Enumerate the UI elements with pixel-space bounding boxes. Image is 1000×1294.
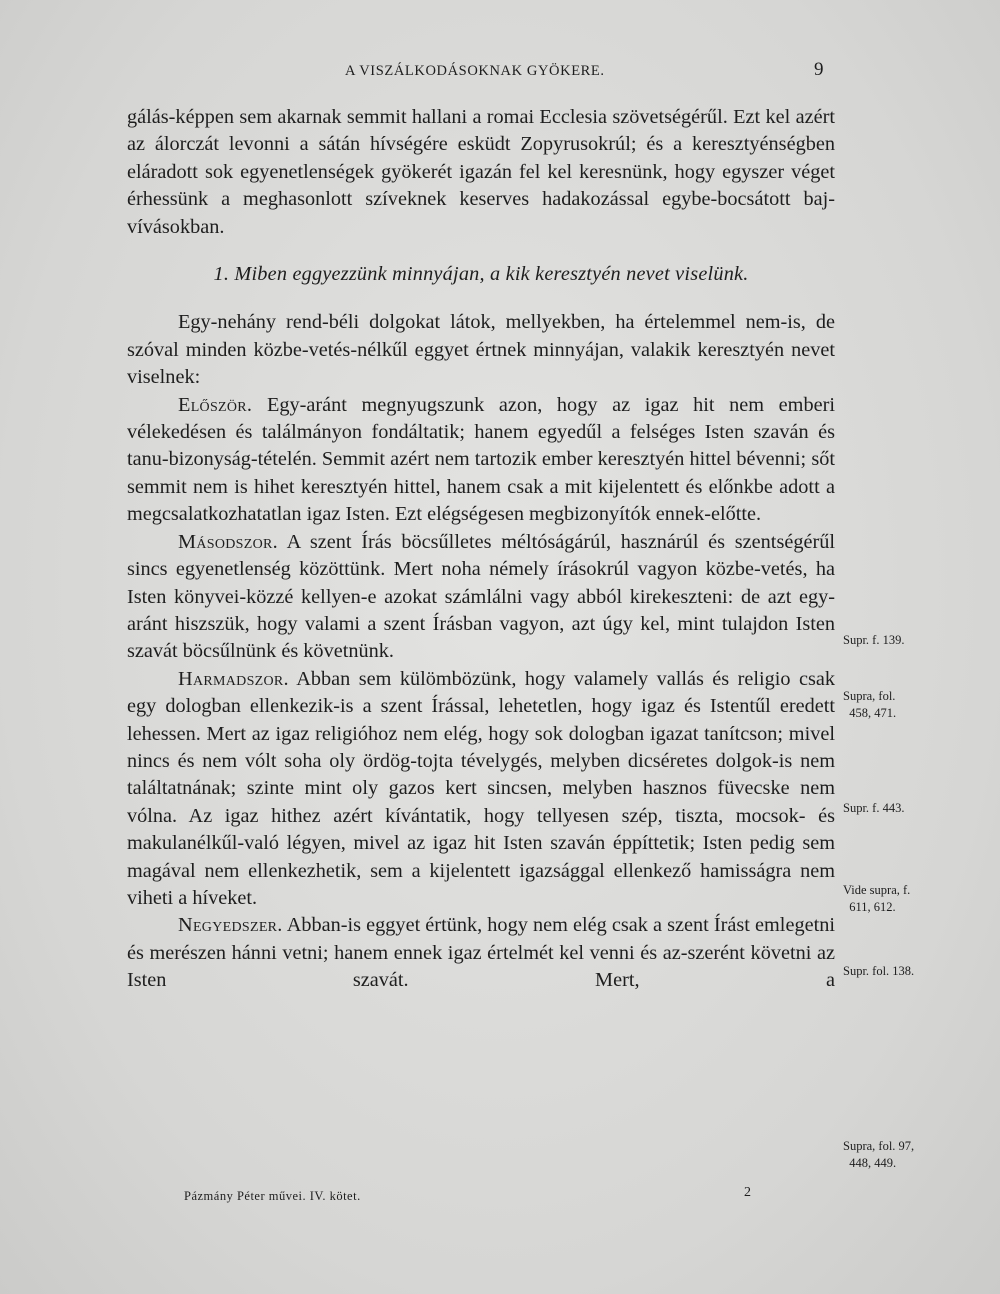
margin-note: Vide supra, f. 611, 612. [843,883,911,914]
body-text [127,104,835,995]
signature-mark: 2 [744,1185,751,1200]
footer-work-title: Pázmány Péter művei. IV. kötet. [184,1189,361,1203]
point-text: Abban-is eggyet értünk, hogy nem elég csak a szent Írást emlegetni és merészen hánni vetni; hanem ennek igaz értelmét kel venni és az-szerént követni az Isten szavát. Mert, a [127,914,835,992]
margin-note: Supra, fol. 458, 471. [843,689,897,720]
running-header [0,59,1000,83]
point-label: Először. [178,393,253,416]
running-title: A VISZÁLKODÁSOKNAK GYÖKERE. [345,63,605,79]
point-third [127,666,835,913]
margin-note: Supr. f. 443. [843,801,905,815]
point-text: Abban sem külömbözünk, hogy valamely vallás és religio csak egy dologban ellenkezik-is a szent Írással, lehetetlen, hogy igaz és Istentűl eredett lehessen. Mert az igaz religióhoz nem elég, hogy sok dologban igazat tanítcson; mivel nincs és nem vólt soha oly ördög-tojta tévelygés, melyben dicséretes dolgok-is nem találtatnának; szinte mint oly gazos kert sincsen, melyben hasznos füvecske nem vólna. Az igaz hithez azért kívántatik, hogy tellyesen szép, tiszta, mocsok- és makulanélkűl-való légyen, mivel az igaz hit Isten szaván éppíttetik; Isten pedig sem magával nem ellenkezhetik, sem a kijelentett igazsággal ellenkező hamisságra nem viheti a híveket. [127,667,836,909]
margin-note: Supr. fol. 138. [843,964,915,978]
point-text: Egy-aránt megnyugszunk azon, hogy az igaz hit nem emberi vélekedésen és találmányon fondáltatik; hanem egyedűl a felséges Isten szaván és tanu-bizonyság-tételén. Semmit azért nem tartozik ember keresztyén hittel bévenni; sőt semmit nem is hihet keresztyén hittel, hanem csak a mit kijelentett és előnkbe adott a megcsalatkozhatatlan igaz Isten. Ezt elégségesen megbizonyítók ennek-előtte. [127,393,835,526]
margin-note: Supra, fol. 97, 448, 449. [843,1139,915,1170]
point-second [127,529,835,666]
paragraph-intro: Egy-nehány rend-béli dolgokat látok, mellyekben, ha értelemmel nem-is, de szóval minden közbe-vetés-nélkűl eggyet értnek minnyájan, valakik keresztyén nevet viselnek: [127,311,835,389]
section-heading: 1. Miben eggyezzünk minnyájan, a kik keresztyén nevet viselünk. [213,263,749,286]
point-first [127,392,835,529]
margin-note: Supr. f. 139. [843,633,905,647]
intro-paragraph: gálás-képpen sem akarnak semmit hallani a romai Ecclesia szövetségérűl. Ezt kel azért az álorczát levonni a sátán hívségére esküdt Zopyrusokrúl; és a keresztyénségben eláradott sok egyenetlenségek gyökerét igazán fel kel keresnünk, hogy egyszer véget érhessünk a meghasonlott szíveknek keserves hadakozással egybe-bocsátott baj-vívásokban. [127,106,835,238]
point-label: Harmadszor. [178,667,289,690]
point-label: Másodszor. [178,530,279,553]
page-number: 9 [814,59,824,80]
point-fourth [127,912,835,994]
point-label: Negyedszer. [178,914,283,937]
point-text: A szent Írás böcsűlletes méltóságárúl, hasznárúl és szentségérűl sincs egyenetlenség közöttünk. Mert noha némely írásokrúl vagyon közbe-vetés, ha Isten könyvei-közzé kellyen-e azokat számlálni vagy abból kirekeszteni: de azt egy-aránt hiszszük, hogy valami a szent Írásban vagyon, azt úgy kel, mint tulajdon Isten szavát böcsűlnünk és követnünk. [127,530,836,663]
